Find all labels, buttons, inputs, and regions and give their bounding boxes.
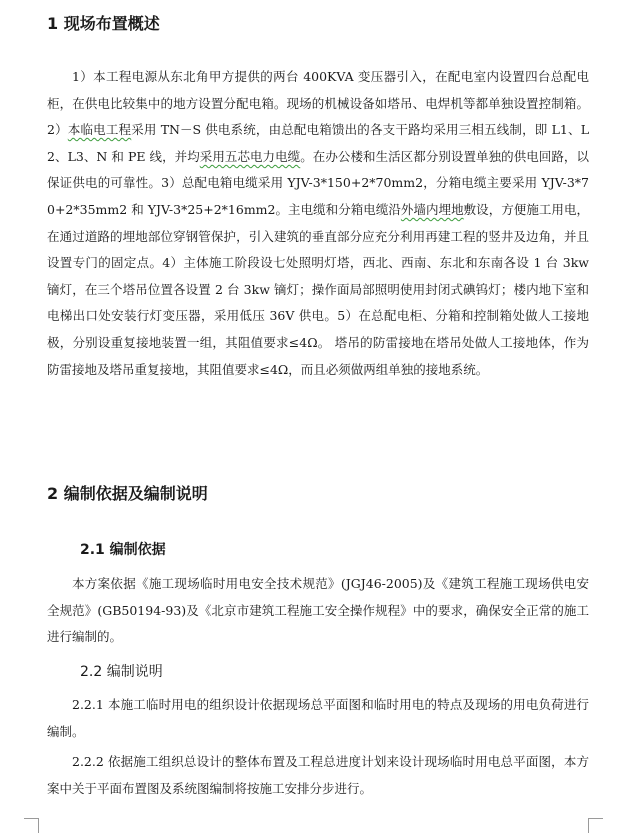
section-2-2-2-paragraph: 2.2.2 依据施工组织总设计的整体布置及工程总进度计划来设计现场临时用电总平面图，本方案中关于平面布置图及系统图编制将按施工安排分步进行。 <box>47 754 589 796</box>
paragraph-text-c: 采用 TN－S 供电系统，由总配电箱馈出的各支干路均采用三相五线制，即 L1、L2、L3、N 和 PE 线，并均 <box>47 122 589 164</box>
paragraph-text-a: 1）本工程电源从东北角甲方提供的两台 400KVA 变压器引入，在配电室内设置四台总配电柜，在供电比较集中的地方设置分配电箱。现场的机械设备如塔吊、电焊机等都单独设置控制箱。2） <box>47 69 589 138</box>
section-2-heading: 2 编制依据及编制说明 <box>47 484 208 503</box>
grammar-marked-text-2[interactable]: 采用五芯电力电缆 <box>199 148 301 164</box>
section-2-1-paragraph: 本方案依据《施工现场临时用电安全技术规范》(JGJ46-2005)及《建筑工程施工现场供电安全规范》(GB50194-93)及《北京市建筑工程施工安全操作规程》中的要求，确保安全正常的施工进行编制的。 <box>47 576 589 645</box>
section-2-2-heading: 2.2 编制说明 <box>80 664 163 680</box>
page-corner-mark-left <box>24 818 39 833</box>
paragraph-text-e: 。在办公楼和生活区都分别设置单独的供电回路，以保证供电的可靠性。3）总配电箱电缆采用 YJV-3*150+2*70mm2，分箱电缆主要采用 YJV-3*70+2*35mm2 和 YJV-3*25+2*16mm2。主电缆和分箱电缆沿 <box>47 148 589 217</box>
grammar-marked-text-3[interactable]: 外墙内埋地 <box>400 201 464 217</box>
section-1-paragraph <box>47 64 589 383</box>
page-corner-mark-right <box>588 818 603 833</box>
paragraph-text-g: 敷设，方便施工用电，在通过道路的埋地部位穿钢管保护，引入建筑的垂直部分应充分利用再建工程的竖井及边角，并且设置专门的固定点。4）主体施工阶段设七处照明灯塔，西北、西南、东北和东南各设 1 台 3kw 镝灯，在三个塔吊位置各设置 2 台 3kw 镝灯；操作面局部照明使用封闭式碘钨灯；楼内地下室和电梯出口处安装行灯变压器，采用低压 36V 供电。5）在总配电柜、分箱和控制箱处做人工接地极，分别设重复接地装置一组，其阻值要求≤4Ω。 塔吊的防雷接地在塔吊处做人工接地体，作为防雷接地及塔吊重复接地，其阻值要求≤4Ω，而且必须做两组单独的接地系统。 <box>47 201 589 377</box>
section-2-2-1-paragraph: 2.2.1 本施工临时用电的组织设计依据现场总平面图和临时用电的特点及现场的用电负荷进行编制。 <box>47 697 589 739</box>
section-1-heading: 1 现场布置概述 <box>47 14 160 33</box>
grammar-marked-text-1[interactable]: 本临电工程 <box>67 122 132 138</box>
section-2-1-heading: 2.1 编制依据 <box>80 542 166 558</box>
